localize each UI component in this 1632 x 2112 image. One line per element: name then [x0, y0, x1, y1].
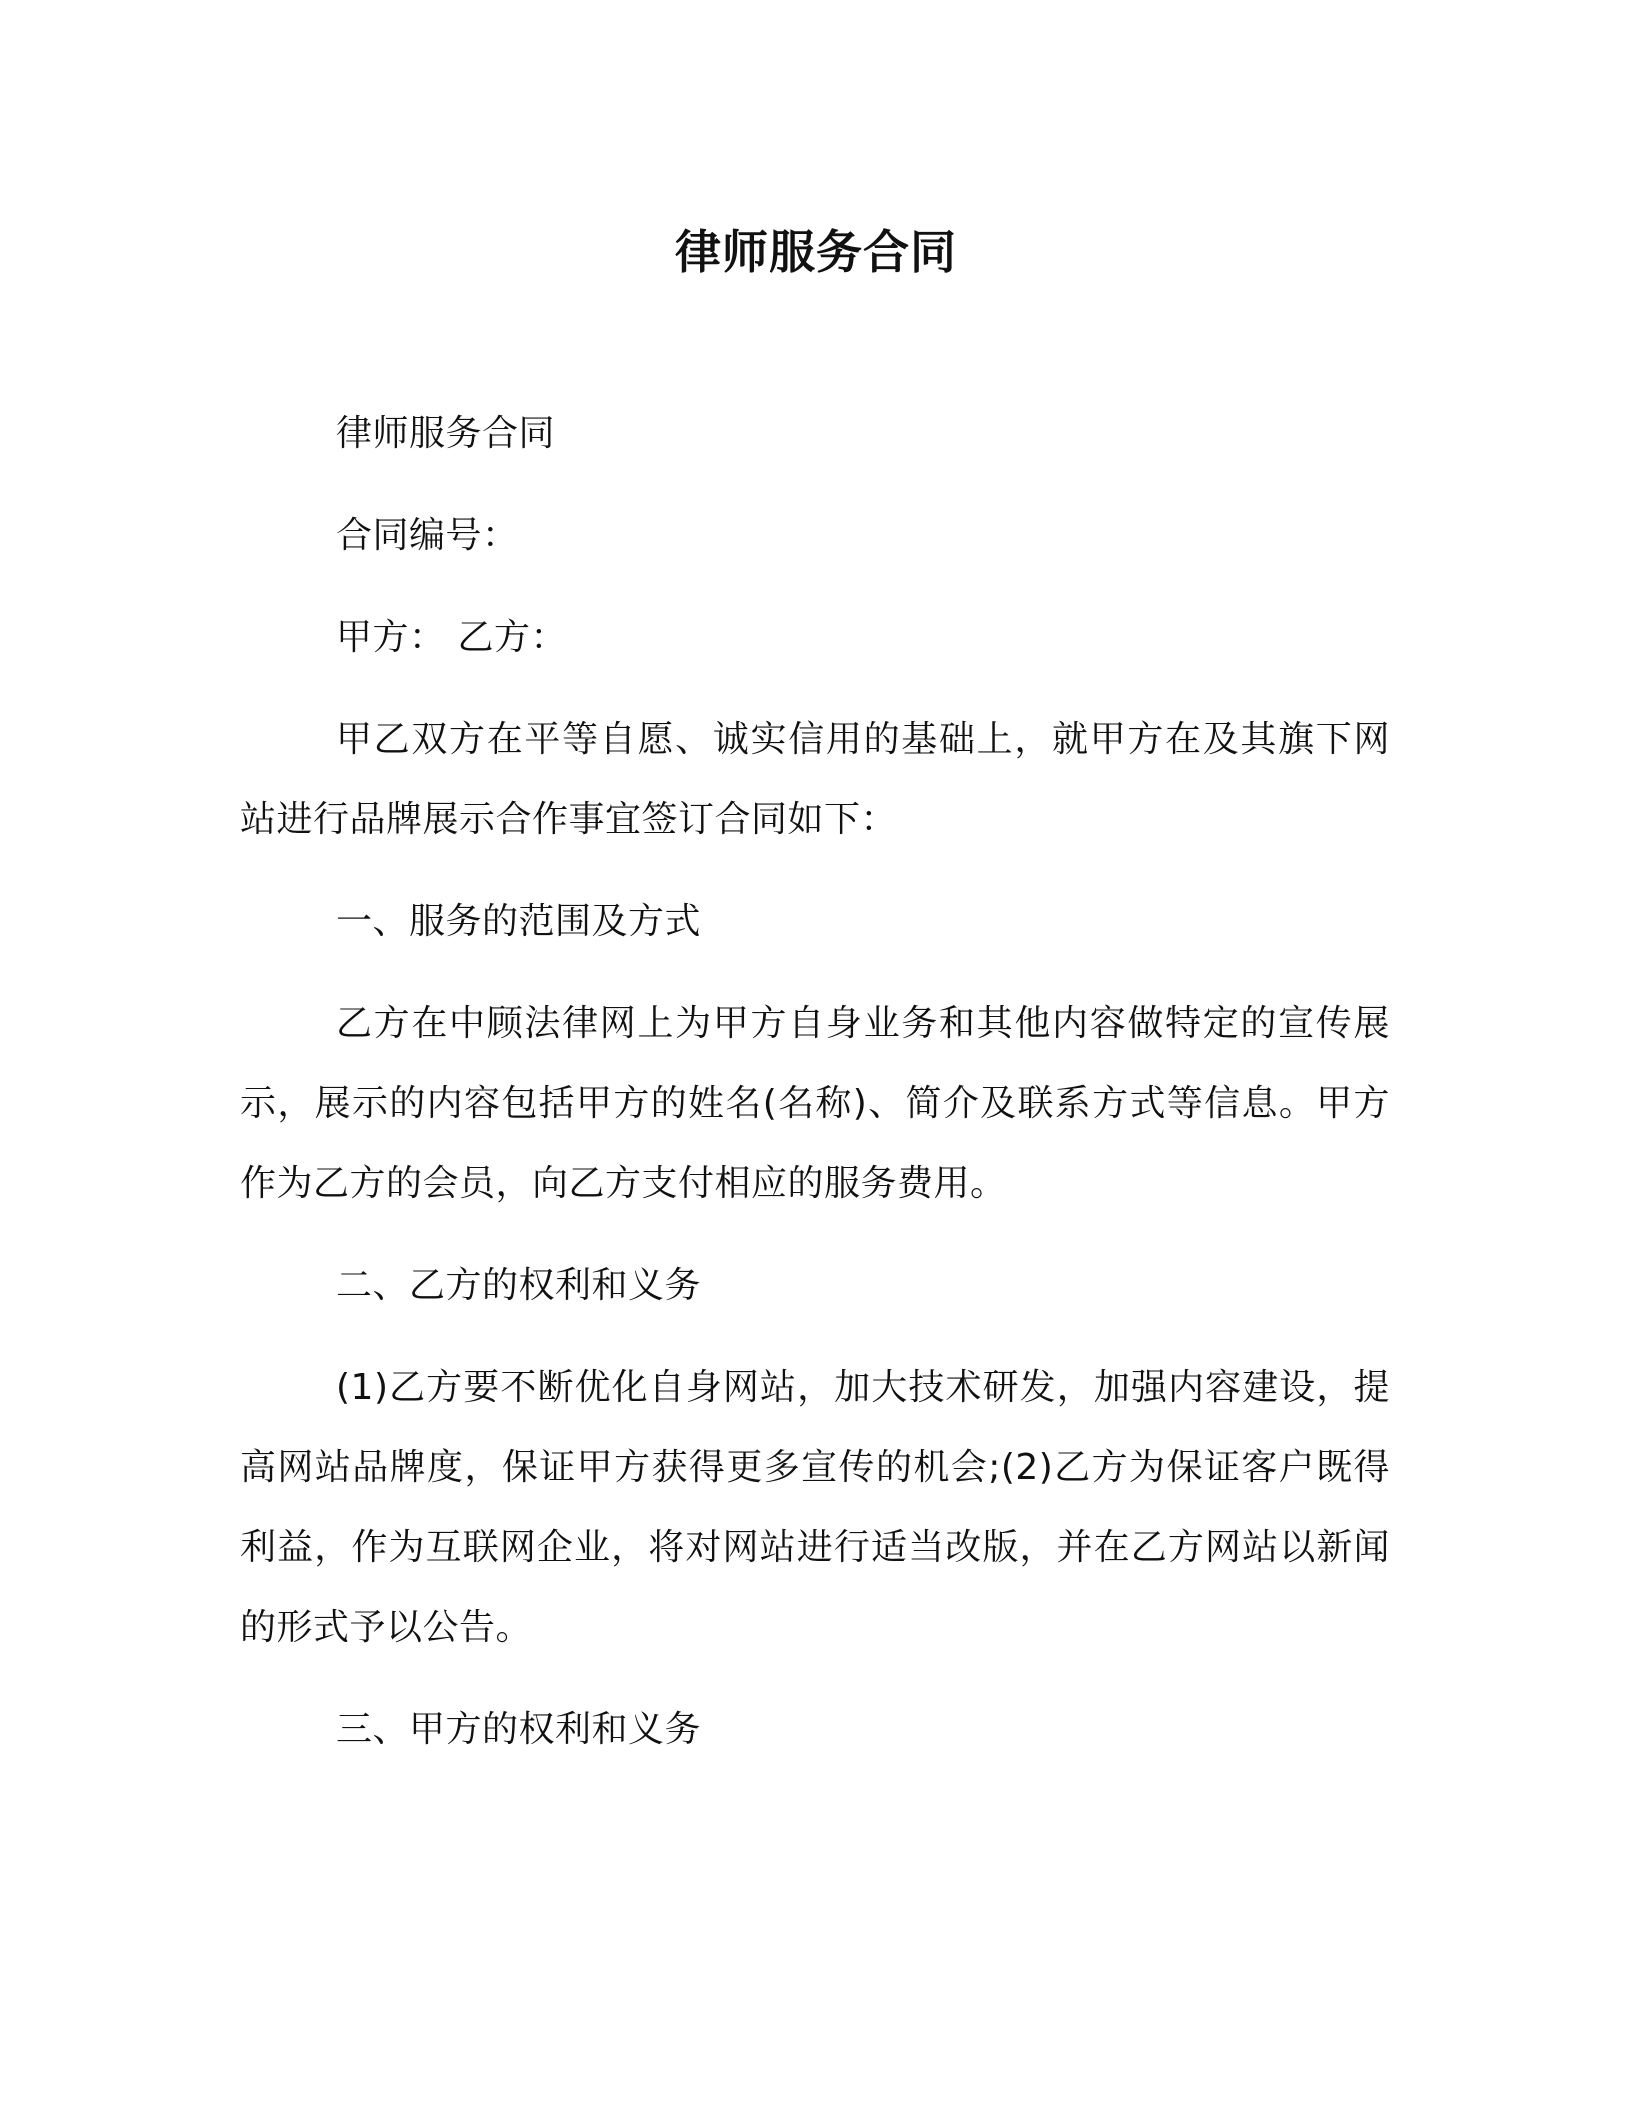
paragraph-preamble: 甲乙双方在平等自愿、诚实信用的基础上，就甲方在及其旗下网站进行品牌展示合作事宜签订合同如下： [240, 719, 1390, 840]
document-title: 律师服务合同 [675, 225, 957, 279]
section-heading-1: 一、服务的范围及方式 [336, 901, 702, 942]
section-heading-2: 二、乙方的权利和义务 [336, 1265, 702, 1306]
document-body [240, 394, 1390, 1770]
section-heading-3: 三、甲方的权利和义务 [336, 1709, 702, 1750]
paragraph-section-2: (1)乙方要不断优化自身网站，加大技术研发，加强内容建设，提高网站品牌度，保证甲方获得更多宣传的机会;(2)乙方为保证客户既得利益，作为互联网企业，将对网站进行适当改版，并在乙方网站以新闻的形式予以公告。 [240, 1367, 1390, 1648]
paragraph-contract-number: 合同编号： [336, 515, 519, 556]
paragraph-section-1: 乙方在中顾法律网上为甲方自身业务和其他内容做特定的宣传展示，展示的内容包括甲方的姓名(名称)、简介及联系方式等信息。甲方作为乙方的会员，向乙方支付相应的服务费用。 [240, 1003, 1390, 1204]
paragraph-subtitle: 律师服务合同 [336, 413, 556, 454]
paragraph-parties: 甲方： 乙方： [336, 617, 567, 658]
